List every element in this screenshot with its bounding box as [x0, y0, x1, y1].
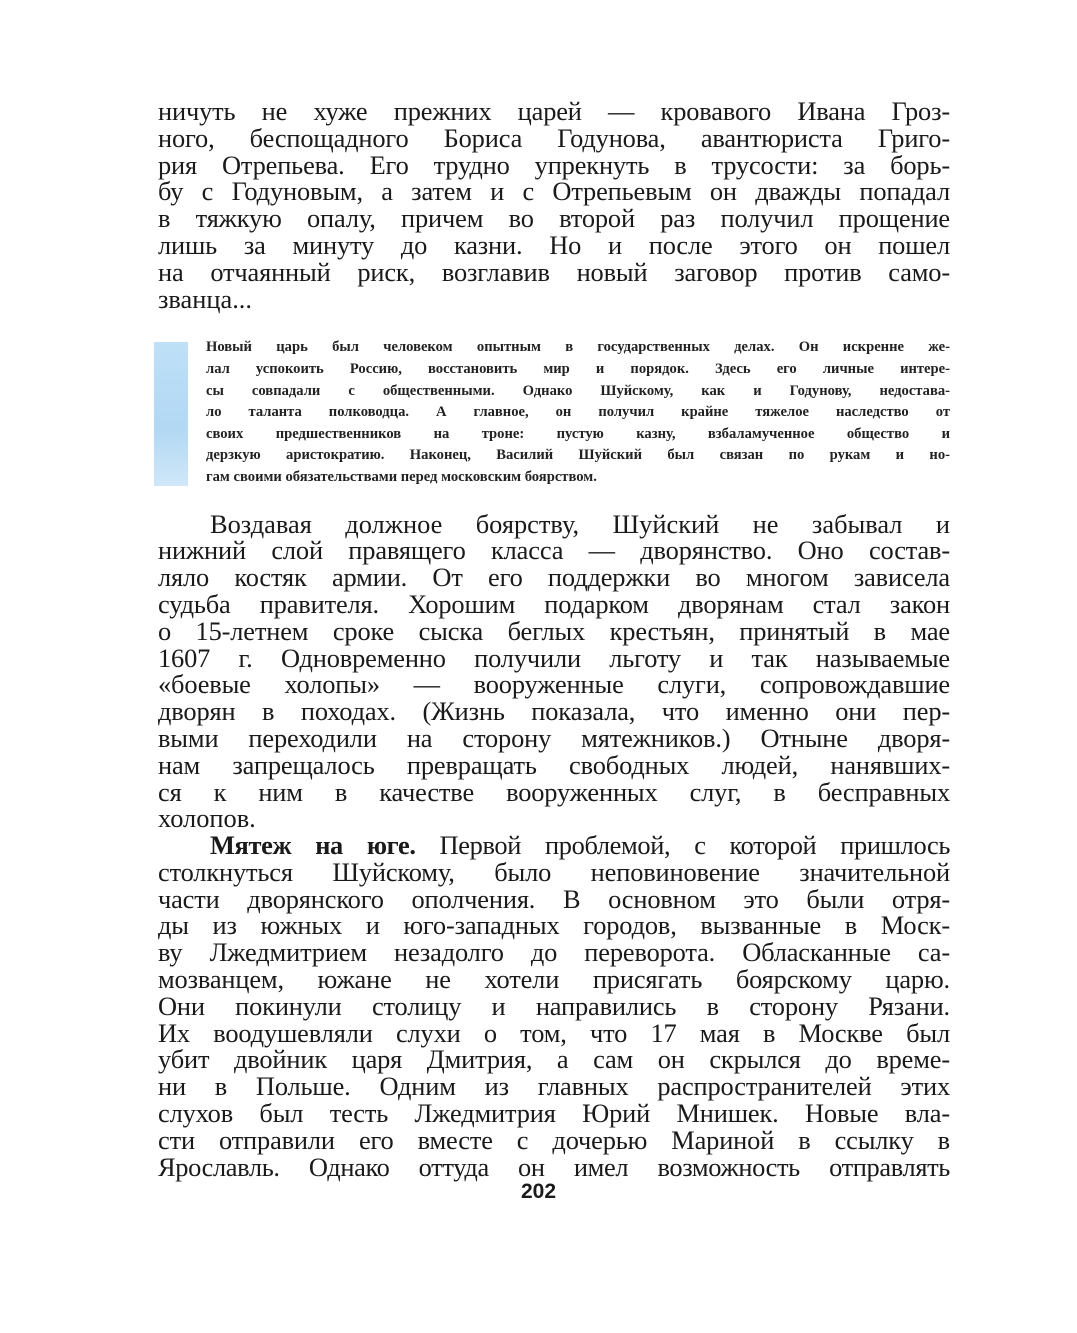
text-line: нам запрещалось превращать свободных людей, нанявших-: [158, 749, 950, 780]
text-line: Воздавая должное боярству, Шуйский не забывал и: [210, 508, 950, 539]
text-line: о 15-летнем сроке сыска беглых крестьян, принятый в мае: [158, 615, 950, 646]
text-line: части дворянского ополчения. В основном это были отря-: [158, 883, 950, 914]
text-line: убит двойник царя Дмитрия, а сам он скрылся до време-: [158, 1044, 950, 1075]
text-line: «боевые холопы» — вооруженные слуги, сопровождавшие: [158, 669, 950, 700]
text-line: Ярославль. Однако оттуда он имел возможность отправлять: [158, 1151, 950, 1182]
text-line: 1607 г. Одновременно получили льготу и так называемые: [158, 642, 950, 673]
text-line: сти отправили его вместе с дочерью Мариной в ссылку в: [158, 1124, 950, 1155]
page-number: 202: [520, 1180, 557, 1203]
heading-line-rest: Первой проблемой, с которой пришлось: [415, 830, 951, 861]
text-line: ничуть не хуже прежних царей — кровавого Ивана Гроз-: [158, 96, 950, 126]
text-line: мозванцем, южане не хотели присягать боярскому царю.: [158, 964, 950, 995]
text-line: нижний слой правящего класса — дворянство. Оно состав-: [158, 535, 950, 566]
note-line: дерзкую аристократию. Наконец, Василий Шуйский был связан по рукам и но-: [206, 447, 950, 464]
section-heading: Мятеж на юге.: [210, 830, 416, 861]
text-line: ву Лжедмитрием незадолго до переворота. Обласканные са-: [158, 937, 950, 968]
text-line: в тяжкую опалу, причем во второй раз получил прощение: [158, 203, 950, 234]
text-line: рия Отрепьева. Его трудно упрекнуть в трусости: за борь-: [158, 149, 950, 180]
textbook-page: [158, 98, 950, 1180]
note-line: своих предшественников на троне: пустую казну, взбаламученное общество и: [206, 425, 950, 442]
text-line: холопов.: [158, 803, 256, 834]
text-line: на отчаянный риск, возглавив новый заговор против само-: [158, 256, 950, 287]
text-line: ся к ним в качестве вооруженных слуг, в бесправных: [158, 776, 950, 807]
paragraph-rebellion: [158, 832, 950, 1180]
text-line: ляло костяк армии. От его поддержки во многом зависела: [158, 562, 950, 593]
text-line: званца...: [158, 283, 253, 314]
paragraph-nobility: [158, 508, 950, 834]
note-line: Новый царь был человеком опытным в государственных делах. Он искренне же-: [206, 339, 950, 356]
text-line: ного, беспощадного Бориса Годунова, авантюриста Григо-: [158, 122, 950, 153]
text-line: Их воодушевляли слухи о том, что 17 мая в Москве был: [158, 1017, 950, 1048]
text-line: бу с Годуновым, а затем и с Отрепьевым он дважды попадал: [158, 176, 950, 207]
text-line: [158, 832, 950, 859]
note-text: [206, 337, 950, 488]
note-line: ло таланта полководца. А главное, он получил крайне тяжелое наследство от: [206, 404, 950, 421]
text-line: выми переходили на сторону мятежников.) Отныне дворя-: [158, 722, 950, 753]
note-line: сы совпадали с общественными. Однако Шуйскому, как и Годунову, недостава-: [206, 382, 950, 399]
text-line: ды из южных и юго-западных городов, вызванные в Моск-: [158, 910, 950, 941]
note-accent-bar: [154, 342, 188, 486]
text-line: столкнуться Шуйскому, было неповиновение значительной: [158, 856, 950, 887]
text-line: судьба правителя. Хорошим подарком дворянам стал закон: [158, 588, 950, 619]
text-line: Они покинули столицу и направились в сторону Рязани.: [158, 990, 950, 1021]
paragraph-continuation: [158, 98, 950, 312]
text-line: дворян в походах. (Жизнь показала, что именно они пер-: [158, 696, 950, 727]
text-line: слухов был тесть Лжедмитрия Юрий Мнишек. Новые вла-: [158, 1098, 950, 1129]
text-line: лишь за минуту до казни. Но и после этого он пошел: [158, 229, 950, 260]
text-line: ни в Польше. Одним из главных распространителей этих: [158, 1071, 950, 1102]
sidebar-note: [158, 337, 950, 488]
note-line: лал успокоить Россию, восстановить мир и порядок. Здесь его личные интере-: [206, 360, 950, 377]
note-line: гам своими обязательствами перед московским боярством.: [206, 468, 597, 485]
